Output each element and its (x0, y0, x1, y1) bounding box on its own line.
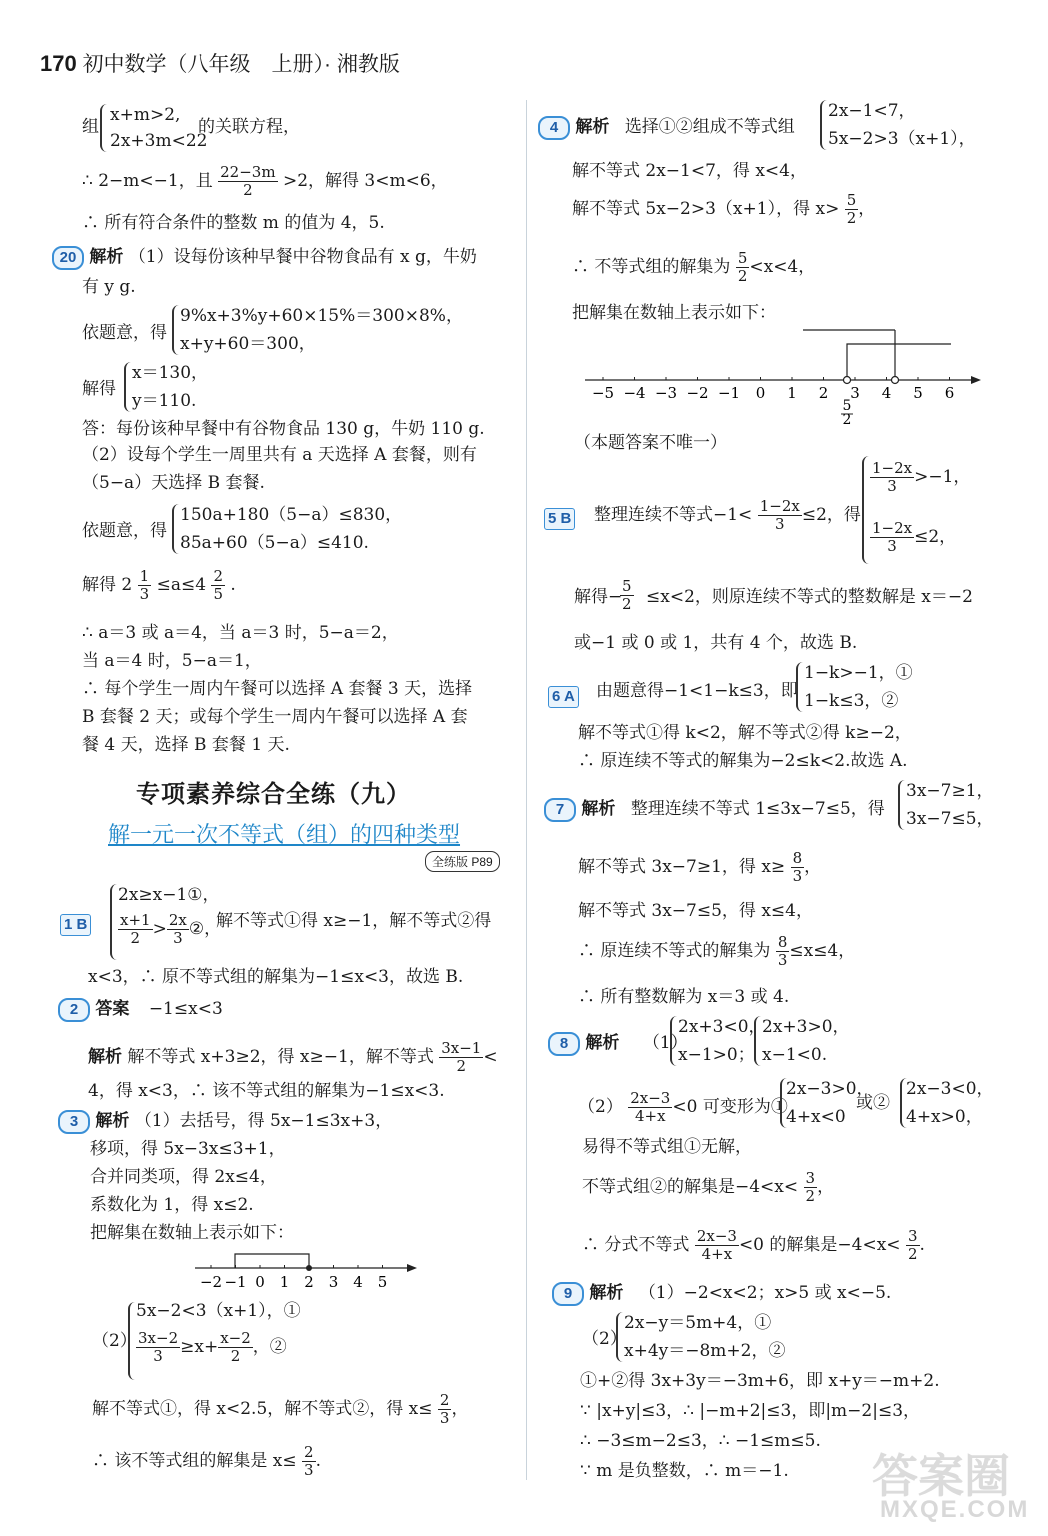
q7-line-d (578, 850, 821, 885)
text: 解不等式 5x−2>3（x+1），得 x> (572, 199, 840, 219)
text: ∵ m 是负整数，∴ m＝−1. (580, 1461, 789, 1481)
text: 解不等式 3x−7≥1，得 x≥ (578, 857, 786, 877)
text: >2，解得 3<m<6， (282, 171, 448, 191)
inequality: 3x−7≤5， (906, 809, 994, 829)
text: ∴ 原连续不等式的解集为−2≤k<2.故选 A. (578, 751, 908, 771)
text: 整理连续不等式−1< (594, 505, 753, 525)
frac-num: 2 (213, 567, 223, 585)
brace (172, 504, 179, 554)
inequality: 150a+180（5−a）≤830， (180, 505, 403, 525)
text: ∴ 分式不等式 (582, 1235, 690, 1255)
inequality: 4+x>0， (906, 1107, 983, 1127)
text: （2）设每个学生一周里共有 a 天选择 A 套餐，则有 (82, 445, 477, 465)
frac-tick-num: 5 (842, 398, 852, 414)
frac-num: 8 (792, 849, 803, 867)
q5-frac-holder (620, 578, 634, 613)
q2-head (58, 998, 223, 1022)
page-header (40, 48, 400, 78)
inequality (870, 460, 970, 495)
frac-num: x−2 (220, 1329, 251, 1347)
inequality: 2x−3<0， (906, 1079, 994, 1099)
frac-num: 3 (907, 1227, 918, 1245)
q3-line-i (92, 1392, 468, 1427)
question-number-badge: 5 B (544, 508, 575, 530)
question-number-badge: 20 (52, 246, 84, 270)
number-line-1 (195, 1248, 420, 1292)
frac-den: 3 (792, 867, 803, 885)
text: 餐 4 天，选择 B 套餐 1 天. (82, 735, 290, 755)
inequality: 2x≥x−1①， (118, 885, 220, 905)
inequality (136, 1330, 287, 1365)
question-number-badge: 8 (548, 1032, 580, 1056)
text: （本题答案不唯一） (574, 433, 727, 453)
text: 解不等式①得 x≥−1，解不等式②得 (216, 911, 492, 931)
frac-den: 2 (846, 209, 857, 227)
analysis-label: 解析 (89, 247, 124, 266)
text: < (483, 1047, 498, 1067)
text: 不等式组②的解集是−4<x< (582, 1177, 799, 1197)
q8-head (548, 1032, 688, 1056)
brace (820, 100, 827, 150)
axis-tick-label: 6 (944, 384, 955, 402)
brace (862, 456, 869, 564)
fraction (776, 934, 790, 969)
solution-bracket-left (847, 344, 895, 380)
brace (796, 662, 803, 712)
q19-text-d: 的关联方程， (198, 117, 300, 137)
fraction (906, 1228, 920, 1263)
text: ，② (252, 1337, 287, 1357)
text: （5−a）天选择 B 套餐. (82, 473, 265, 493)
axis-ticks (592, 377, 954, 402)
frac-den: 2 (230, 1347, 241, 1365)
brace (754, 1016, 761, 1066)
text: 答：每份该种早餐中有谷物食品 130 g，牛奶 110 g. (82, 419, 485, 439)
fraction (758, 498, 802, 533)
axis-tick-label: −2 (199, 1273, 223, 1291)
text: 选择①②组成不等式组 (624, 117, 795, 137)
frac-num: 2x−3 (630, 1089, 671, 1107)
text: 有 y g. (82, 277, 136, 297)
frac-den: 2 (805, 1187, 816, 1205)
frac-num: 1 (139, 567, 150, 585)
axis-ticks (200, 1265, 387, 1291)
text: <x<4， (749, 257, 816, 277)
axis-tick-label: 3 (850, 384, 860, 402)
text: （1）去括号，得 5x−1≤3x+3， (134, 1111, 393, 1131)
text: 解不等式 3x−7≤5，得 x≤4， (578, 901, 813, 921)
fraction (118, 912, 153, 947)
equation: x＝130， (132, 363, 209, 383)
text: ≤2， (914, 527, 957, 547)
brace (110, 884, 117, 960)
text: 当 a＝4 时，5−a＝1， (82, 651, 262, 671)
equation: x+y+60＝300， (180, 334, 316, 354)
solid-dot (306, 1265, 312, 1271)
text: 解不等式①，得 x<2.5，解不等式②，得 x≤ (92, 1399, 433, 1419)
text: ②， (188, 919, 222, 939)
fraction (628, 1090, 672, 1125)
text: 解得 (82, 379, 116, 399)
fraction (218, 164, 277, 199)
analysis-label: 解析 (585, 1033, 620, 1052)
q4-line-f (572, 250, 815, 285)
text: （1）设每份该种早餐中谷物食品有 x g，牛奶 (128, 247, 477, 267)
text: <0 的解集是−4<x< (738, 1235, 901, 1255)
fraction (791, 850, 805, 885)
axis-tick-label: −5 (591, 384, 615, 402)
frac-den: 2 (907, 1245, 918, 1263)
axis-tick-label: −3 (654, 384, 678, 402)
question-number-badge: 6 A (548, 686, 579, 708)
frac-num: 22−3m (220, 163, 276, 181)
text: （1）−2<x<2；x>5 或 x<−5. (638, 1283, 892, 1303)
frac-den: 3 (887, 537, 897, 555)
question-number-badge: 9 (552, 1282, 584, 1306)
fraction (870, 460, 914, 495)
analysis-label: 解析 (575, 117, 610, 136)
q8-line-n (582, 1228, 925, 1263)
frac-den: 3 (139, 585, 150, 603)
axis-tick-label: −1 (224, 1273, 247, 1291)
frac-den: 3 (777, 951, 788, 969)
frac-den: 2 (456, 1057, 467, 1075)
q20-solution (82, 568, 236, 603)
text: 系数化为 1，得 x≤2. (90, 1195, 254, 1215)
frac-num: 3 (805, 1169, 816, 1187)
question-number-badge: 4 (538, 116, 570, 140)
frac-num: 5 (622, 577, 632, 595)
brace (128, 1302, 135, 1380)
text: −1≤x<3 (148, 999, 223, 1019)
brace (898, 780, 905, 830)
inequality: 4+x<0 (786, 1107, 846, 1127)
text: ①+②得 3x+3y＝−3m+6，即 x+y＝−m+2. (580, 1371, 940, 1391)
text: B 套餐 2 天；或每个学生一周内午餐可以选择 A 套 (82, 707, 468, 727)
axis-arrow (407, 1264, 417, 1272)
text: ， (817, 1177, 835, 1197)
text: . (230, 575, 236, 595)
frac-den: 3 (887, 477, 897, 495)
text: 由题意得−1<1−k≤3，即 (596, 681, 798, 701)
q7-head (544, 798, 885, 822)
q19-line-g: ∴ 所有符合条件的整数 m 的值为 4，5. (82, 213, 385, 233)
text: 把解集在数轴上表示如下： (572, 303, 776, 323)
brace (616, 1312, 623, 1362)
brace (100, 104, 107, 152)
frac-num: 2 (304, 1443, 314, 1461)
inequality: x−1>0； (678, 1045, 755, 1065)
frac-num: 2 (439, 1391, 450, 1409)
axis-arrow (971, 376, 981, 384)
axis-tick-label: 2 (818, 384, 829, 402)
analysis-label: 解析 (88, 1047, 122, 1066)
frac-den: 4+x (635, 1107, 666, 1125)
text: ≤2，得 (801, 505, 861, 525)
q19-text-a: 组 (82, 117, 99, 137)
frac-den: 3 (304, 1461, 314, 1479)
text: （1） (642, 1033, 688, 1053)
text: 把解集在数轴上表示如下： (90, 1223, 294, 1243)
text: ≤x≤4， (789, 941, 856, 961)
axis-tick-label: 0 (255, 1273, 265, 1291)
text: ≥x+ (180, 1337, 219, 1357)
text: （2） (92, 1331, 137, 1351)
q4-line-e (572, 192, 875, 227)
inequality: 3x−7≥1， (906, 781, 994, 801)
text: 解得− (574, 587, 623, 607)
inequality: 5x−2<3（x+1），① (136, 1301, 301, 1321)
frac-den: 5 (213, 585, 223, 603)
equation: 9%x+3%y+60×15%＝300×8%， (180, 306, 463, 326)
q5-line-a (594, 498, 861, 533)
frac-den: 3 (439, 1409, 450, 1427)
book-title: 初中数学（八年级 上册）· 湘教版 (82, 53, 400, 76)
frac-den: 3 (775, 515, 785, 533)
axis-tick-label: 1 (787, 384, 797, 402)
fraction (438, 1392, 452, 1427)
frac-tick-den: 2 (842, 412, 852, 426)
axis-tick-label: 0 (755, 384, 766, 402)
text: 移项，得 5x−3x≤3+1， (90, 1139, 286, 1159)
inequality (870, 520, 956, 555)
text: 4，得 x<3，∴ 该不等式组的解集为−1≤x<3. (88, 1081, 445, 1101)
text: . (919, 1235, 925, 1255)
text: x<3，∴ 原不等式组的解集为−1≤x<3，故选 B. (88, 967, 464, 987)
q19-ineq-2: 2x+3m<22 (110, 131, 208, 151)
axis-tick-label: 5 (377, 1273, 388, 1291)
text: ∵ |x+y|≤3，∴ |−m+2|≤3，即|m−2|≤3， (580, 1401, 921, 1421)
text: ∴ 所有整数解为 x＝3 或 4. (578, 987, 790, 1007)
watermark-logo: 答案圈 (872, 1450, 1010, 1502)
axis-tick-label: 4 (353, 1273, 363, 1291)
text: 或−1 或 0 或 1，共有 4 个，故选 B. (574, 633, 858, 653)
question-number-badge: 7 (544, 798, 576, 822)
frac-num: 1−2x (872, 459, 913, 477)
q4-head (538, 116, 795, 140)
text: >−1， (914, 467, 971, 487)
inequality: 85a+60（5−a）≤410. (180, 533, 369, 553)
axis-tick-label: −1 (717, 384, 741, 402)
text: ∴ 原连续不等式的解集为 (578, 941, 771, 961)
equation: x+4y＝−8m+2，② (624, 1341, 786, 1361)
text: ≤a≤4 (156, 575, 207, 595)
q9-head (552, 1282, 891, 1306)
open-dot (844, 377, 851, 384)
number-line-2 (585, 326, 985, 426)
fraction (695, 1228, 739, 1263)
text: （2） (582, 1329, 627, 1349)
text: <0 可变形为① (672, 1097, 788, 1117)
inequality: 2x−3>0， (786, 1079, 874, 1099)
frac-den: 3 (153, 1347, 163, 1365)
inequality: 2x+3>0， (762, 1017, 850, 1037)
brace (670, 1016, 677, 1066)
inequality (118, 912, 221, 947)
axis-tick-label: −2 (686, 384, 709, 402)
frac-den: 2 (130, 929, 141, 947)
frac-num: 1−2x (759, 497, 800, 515)
fraction (302, 1444, 316, 1479)
answer-label: 答案 (95, 999, 130, 1018)
text: 解不等式①得 k<2，解不等式②得 k≥−2， (578, 723, 912, 743)
text: 解得 2 (82, 575, 133, 595)
axis-tick-label: −4 (623, 384, 646, 402)
fraction (870, 520, 914, 555)
fraction (620, 578, 634, 613)
fraction (138, 568, 152, 603)
fraction (167, 912, 189, 947)
text: 依题意，得 (82, 323, 167, 343)
text: 依题意，得 (82, 521, 167, 541)
frac-num: 2x (168, 911, 187, 929)
text: ≤x<2，则原连续不等式的整数解是 x＝−2 (646, 587, 973, 607)
axis-tick-label: 5 (913, 384, 923, 402)
fraction (136, 1330, 180, 1365)
frac-num: x+1 (120, 911, 151, 929)
axis-tick-label: 3 (328, 1273, 339, 1291)
question-number-badge: 2 (58, 998, 90, 1022)
frac-num: 2x−3 (696, 1227, 737, 1245)
axis-tick-label: 1 (279, 1273, 290, 1291)
q8-line-m (582, 1170, 834, 1205)
q3-line-j (92, 1444, 321, 1479)
question-number-badge: 3 (58, 1110, 90, 1134)
solution-ray (235, 1254, 309, 1268)
text: 整理连续不等式 1≤3x−7≤5，得 (630, 799, 885, 819)
text: （2） (578, 1097, 623, 1117)
frac-num: 1−2x (872, 519, 913, 537)
frac-num: 5 (846, 191, 857, 209)
q5-line-d (574, 586, 622, 608)
inequality: 1−k>−1，① (804, 663, 913, 683)
watermark-url: MXQE.COM (880, 1496, 1030, 1523)
brace (172, 305, 179, 355)
frac-den: 2 (622, 595, 632, 613)
brace (124, 362, 131, 412)
text: 解不等式 2x−1<7，得 x<4， (572, 161, 807, 181)
frac-num: 3x−2 (138, 1329, 179, 1347)
column-divider (526, 100, 527, 1480)
inequality: 2x+3<0， (678, 1017, 766, 1037)
frac-num: 3x−1 (441, 1039, 482, 1057)
text: ∴ a＝3 或 a＝4，当 a＝3 时，5−a＝2， (82, 623, 399, 643)
inequality: 5x−2>3（x+1）， (828, 129, 976, 149)
inequality: 1−k≤3，② (804, 691, 899, 711)
equation: y＝110. (132, 391, 197, 411)
fraction (218, 1330, 253, 1365)
page-number: 170 (40, 51, 77, 76)
text: ∴ −3≤m−2≤3，∴ −1≤m≤5. (580, 1431, 821, 1451)
analysis-label: 解析 (581, 799, 616, 818)
text: . (315, 1451, 321, 1471)
text: > (152, 919, 167, 939)
axis-tick-label: 4 (881, 384, 892, 402)
question-number-badge: 1 B (60, 914, 91, 936)
text: 合并同类项，得 2x≤4， (90, 1167, 277, 1187)
fraction (845, 192, 859, 227)
open-dot (892, 377, 899, 384)
equation: 2x−y＝5m+4，① (624, 1313, 772, 1333)
frac-num: 5 (737, 249, 748, 267)
analysis-label: 解析 (589, 1283, 624, 1302)
section-subtitle: 解一元一次不等式（组）的四种类型 (108, 822, 461, 847)
text: 易得不等式组①无解， (582, 1137, 752, 1157)
text: ， (858, 199, 876, 219)
fraction (211, 568, 225, 603)
q20-head (52, 246, 477, 270)
q3-head (58, 1110, 392, 1134)
fraction (804, 1170, 818, 1205)
text: ， (451, 1399, 469, 1419)
fraction (439, 1040, 483, 1075)
text: 解不等式 x+3≥2，得 x≥−1，解不等式 (127, 1047, 434, 1067)
text: 或② (856, 1093, 890, 1113)
frac-den: 4+x (701, 1245, 733, 1263)
text: ∴ 该不等式组的解集是 x≤ (92, 1451, 297, 1471)
reference-tag: 全练版 P89 (425, 851, 500, 872)
text: ， (804, 857, 822, 877)
frac-den: 2 (737, 267, 748, 285)
axis-tick-label: 2 (304, 1273, 314, 1291)
frac-den: 2 (243, 181, 253, 199)
frac-num: 8 (777, 933, 788, 951)
text: ∴ 每个学生一周内午餐可以选择 A 套餐 3 天，选择 (82, 679, 473, 699)
text: ∴ 2−m<−1，且 (82, 171, 213, 191)
q19-line-e (82, 164, 448, 199)
q7-line-f (578, 934, 855, 969)
text: ∴ 不等式组的解集为 (572, 257, 731, 277)
q8-line-f (578, 1090, 788, 1125)
q2-analysis (88, 1040, 498, 1075)
frac-den: 3 (173, 929, 183, 947)
fraction (736, 250, 750, 285)
analysis-label: 解析 (95, 1111, 130, 1130)
inequality: x−1<0. (762, 1045, 828, 1065)
inequality: 2x−1<7， (828, 101, 916, 121)
section-title: 专项素养综合全练（九） (136, 781, 411, 808)
q19-ineq-1: x+m>2, (110, 105, 181, 125)
